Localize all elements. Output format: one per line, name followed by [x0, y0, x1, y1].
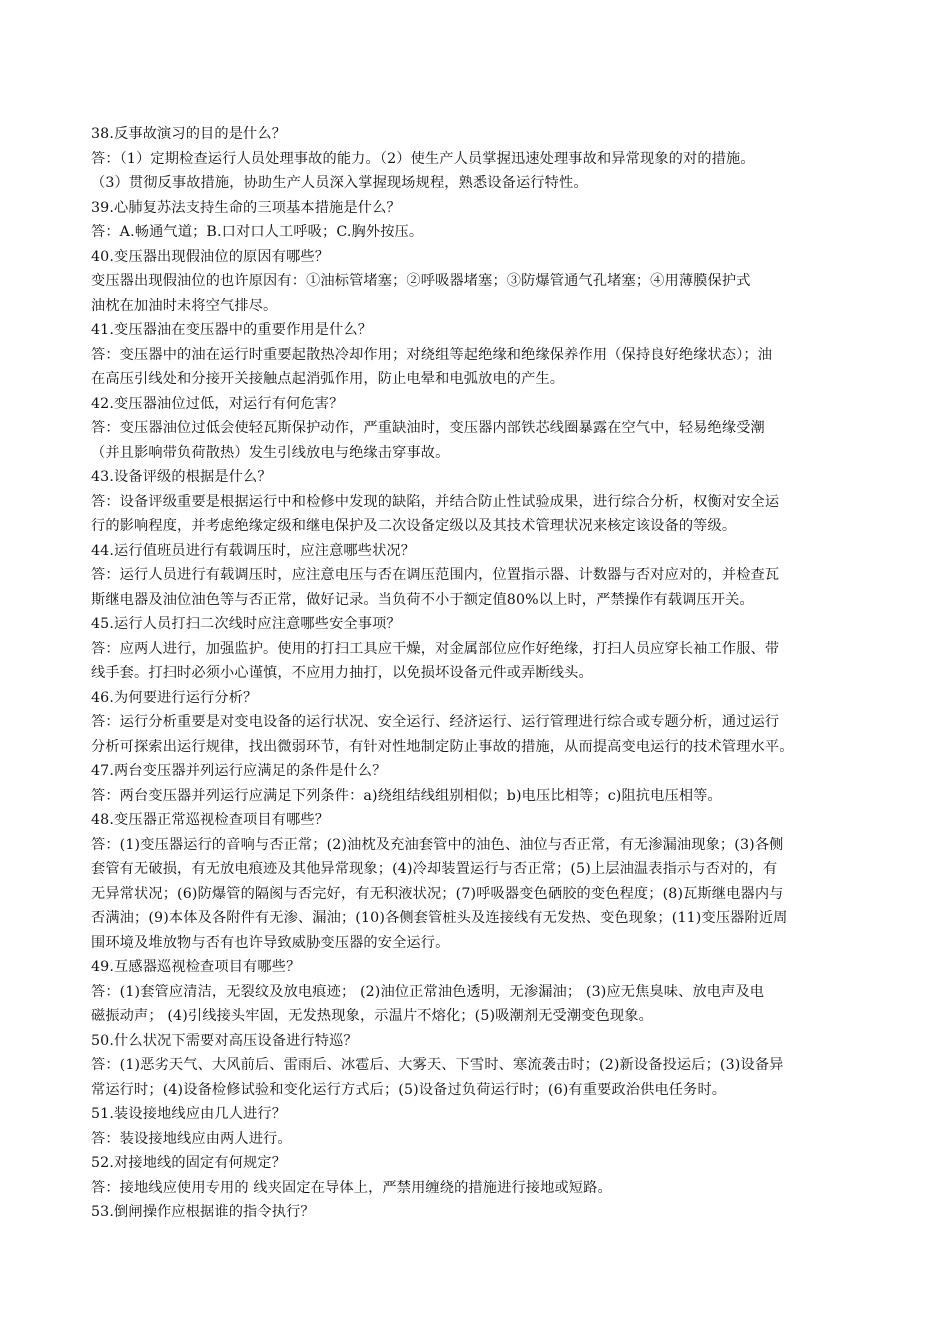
text-line: 51.装设接地线应由几人进行？ — [91, 1106, 287, 1122]
text-line: 50.什么状况下需要对高压设备进行特巡？ — [91, 1032, 358, 1049]
text-line: 41.变压器油在变压器中的重要作用是什么？ — [91, 322, 373, 338]
text-line: 磁振动声； (4)引线接头牢固，无发热现象，示温片不熔化；(5)吸潮剂无受潮变色现象。 — [91, 1008, 653, 1024]
text-line: 39.心肺复苏法支持生命的三项基本措施是什么？ — [91, 199, 401, 216]
text-line: 答：设备评级重要是根据运行中和检修中发现的缺陷，并结合防止性试验成果，进行综合分析，权衡对安全运 — [91, 493, 780, 510]
text-line: 油枕在加油时未将空气排尽。 — [91, 297, 278, 314]
text-line: 套管有无破损，有无放电痕迹及其他异常现象；(4)冷却装置运行与否正常；(5)上层油温表指示与否对的，有 — [91, 861, 778, 877]
text-line: 答：运行分析重要是对变电设备的运行状况、安全运行、经济运行、运行管理进行综合或专题分析，通过运行 — [91, 714, 780, 730]
text-line: 答：A.畅通气道；B.口对口人工呼吸；C.胸外按压。 — [91, 224, 424, 240]
text-line: 否满油；(9)本体及各附件有无渗、漏油；(10)各侧套管桩头及连接线有无发热、变色现象；(11)变压器附近周 — [91, 910, 788, 926]
text-line: 答：运行人员进行有载调压时，应注意电压与否在调压范围内，位置指示器、计数器与否对应对的，并检查瓦 — [91, 567, 780, 583]
text-line: 行的影响程度，并考虑绝缘定级和继电保护及二次设备定级以及其技术管理状况来核定该设备的等级。 — [91, 518, 737, 534]
text-line: 43.设备评级的根据是什么？ — [91, 469, 272, 485]
text-line: 49.互感器巡视检查项目有哪些？ — [91, 959, 301, 975]
text-line: 变压器出现假油位的也许原因有：①油标管堵塞；②呼吸器堵塞；③防爆管通气孔堵塞；④用薄膜保护式 — [91, 273, 751, 289]
text-line: 在高压引线处和分接开关接触点起消弧作用，防止电晕和电弧放电的产生。 — [91, 371, 565, 387]
text-line: 答：变压器油位过低会使轻瓦斯保护动作，严重缺油时，变压器内部铁芯线圈暴露在空气中，轻易绝缘受潮 — [91, 420, 765, 436]
text-line: 线手套。打扫时必须小心谨慎，不应用力抽打，以免损坏设备元件或弄断线头。 — [91, 665, 593, 681]
text-line: 42.变压器油位过低，对运行有何危害？ — [91, 395, 344, 412]
text-line: 答：装设接地线应由两人进行。 — [91, 1130, 292, 1147]
text-line: 答：（1）定期检查运行人员处理事故的能力。（2）使生产人员掌握迅速处理事故和异常现象的对的措施。 — [91, 150, 755, 167]
text-line: 答：(1)恶劣天气、大风前后、雷雨后、冰雹后、大雾天、下雪时、寒流袭击时；(2)新设备投运后；(3)设备异 — [91, 1057, 784, 1073]
text-line: 斯继电器及油位油色等与否正常，做好记录。当负荷不小于额定值80%以上时，严禁操作有载调压开关。 — [91, 591, 754, 608]
text-line: 答：应两人进行，加强监护。使用的打扫工具应干燥，对金属部位应作好绝缘，打扫人员应穿长袖工作服、带 — [91, 640, 780, 657]
text-line: 分析可探索出运行规律，找出微弱环节，有针对性地制定防止事故的措施，从而提高变电运行的技术管理水平。 — [91, 738, 794, 755]
text-line: 48.变压器正常巡视检查项目有哪些？ — [91, 812, 330, 828]
text-line: 44.运行值班员进行有载调压时，应注意哪些状况？ — [91, 542, 416, 559]
text-line: 答：(1)变压器运行的音响与否正常；(2)油枕及充油套管中的油色、油位与否正常，有无渗漏油现象；(3)各侧 — [91, 836, 784, 853]
text-line: 无异常状况；(6)防爆管的隔阂与否完好，有无积液状况；(7)呼吸器变色硒胶的变色程度；(8)瓦斯继电器内与 — [91, 885, 784, 902]
document-page — [91, 122, 906, 1225]
text-line: 答：(1)套管应清洁，无裂纹及放电痕迹； (2)油位正常油色透明，无渗漏油； (3)应无焦臭味、放电声及电 — [91, 983, 765, 1000]
text-line: 答：接地线应使用专用的 线夹固定在导体上，严禁用缠绕的措施进行接地或短路。 — [91, 1179, 612, 1196]
text-line: （3）贯彻反事故措施，协助生产人员深入掌握现场规程，熟悉设备运行特性。 — [91, 175, 588, 191]
text-line: 常运行时；(4)设备检修试验和变化运行方式后；(5)设备过负荷运行时；(6)有重要政治供电任务时。 — [91, 1081, 727, 1098]
text-line: 38.反事故演习的目的是什么？ — [91, 126, 287, 142]
text-line: 围环境及堆放物与否有也许导致威胁变压器的安全运行。 — [91, 934, 450, 951]
text-line: 答：变压器中的油在运行时重要起散热冷却作用；对绕组等起绝缘和绝缘保养作用（保持良好绝缘状态）；油 — [91, 346, 773, 363]
text-line: 47.两台变压器并列运行应满足的条件是什么？ — [91, 763, 387, 779]
text-line: 答：两台变压器并列运行应满足下列条件：a)绕组结线组别相似；b)电压比相等；c)阻抗电压相等。 — [91, 787, 722, 804]
text-line: （并且影响带负荷散热）发生引线放电与绝缘击穿事故。 — [91, 444, 450, 461]
text-line: 46.为何要进行运行分析？ — [91, 689, 258, 706]
text-line: 45.运行人员打扫二次线时应注意哪些安全事项？ — [91, 616, 401, 632]
text-line: 40.变压器出现假油位的原因有哪些？ — [91, 248, 330, 265]
text-line: 52.对接地线的固定有何规定？ — [91, 1155, 287, 1171]
text-line: 53.倒闸操作应根据谁的指令执行？ — [91, 1204, 315, 1220]
